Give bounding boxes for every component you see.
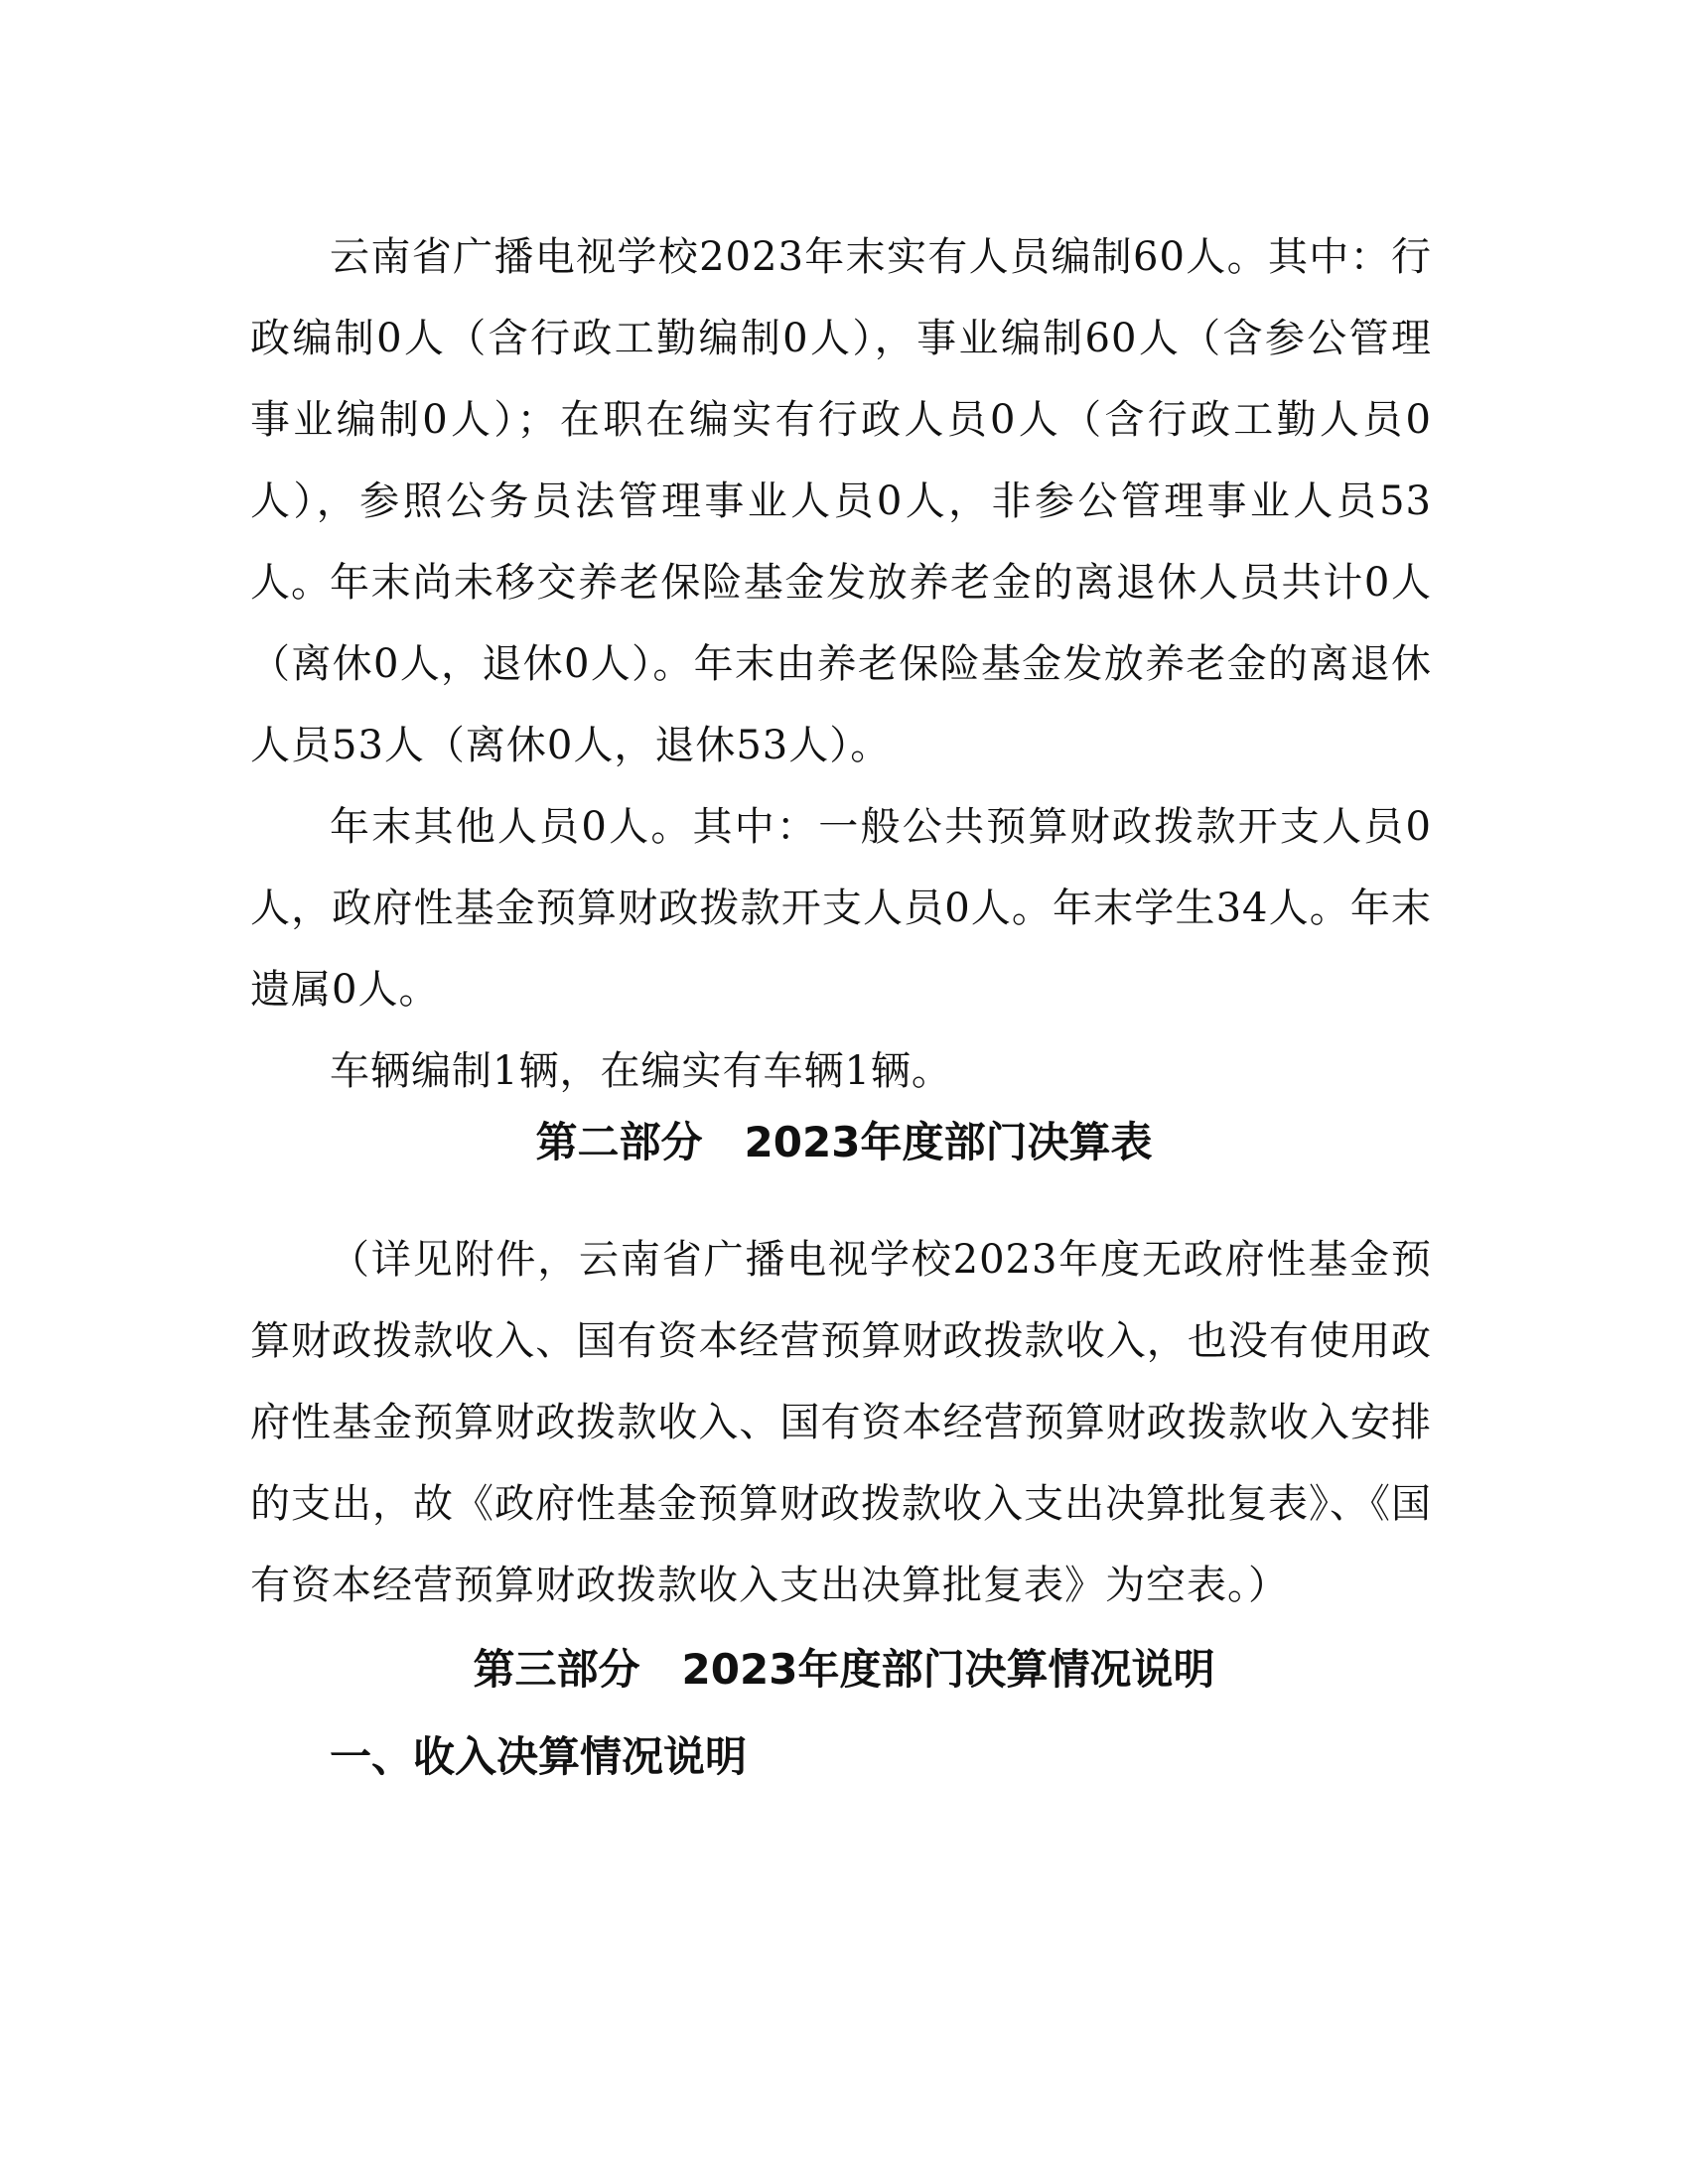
part-two-heading: 第二部分 2023年度部门决算表 [535,1118,1153,1166]
other-personnel-paragraph: 年末其他人员0人。其中：一般公共预算财政拨款开支人员0人，政府性基金预算财政拨款开支人员0人。年末学生34人。年末遗属0人。 [250,804,1432,1013]
staffing-paragraph: 云南省广播电视学校2023年末实有人员编制60人。其中：行政编制0人（含行政工勤编制0人），事业编制60人（含参公管理事业编制0人）；在职在编实有行政人员0人（含行政工勤人员0人），参照公务员法管理事业人员0人，非参公管理事业人员53人。 [250,234,1432,606]
vehicles-paragraph: 车辆编制1辆，在编实有车辆1辆。 [330,1048,952,1094]
income-section-heading: 一、收入决算情况说明 [330,1732,748,1781]
retirees-paragraph: 年末尚未移交养老保险基金发放养老金的离退休人员共计0人（离休0人，退休0人）。年末由养老保险基金发放养老金的离退休人员53人（离休0人，退休53人）。 [250,560,1432,768]
part-two-note-paragraph: （详见附件，云南省广播电视学校2023年度无政府性基金预算财政拨款收入、国有资本经营预算财政拨款收入，也没有使用政府性基金预算财政拨款收入、国有资本经营预算财政拨款收入安排的支出，故《政府性基金预算财政拨款收入支出决算批复表》、《国有资本经营预算财政拨款收入支出决算批复表》为空表。） [250,1237,1432,1608]
part-three-heading: 第三部分 2023年度部门决算情况说明 [473,1645,1215,1694]
